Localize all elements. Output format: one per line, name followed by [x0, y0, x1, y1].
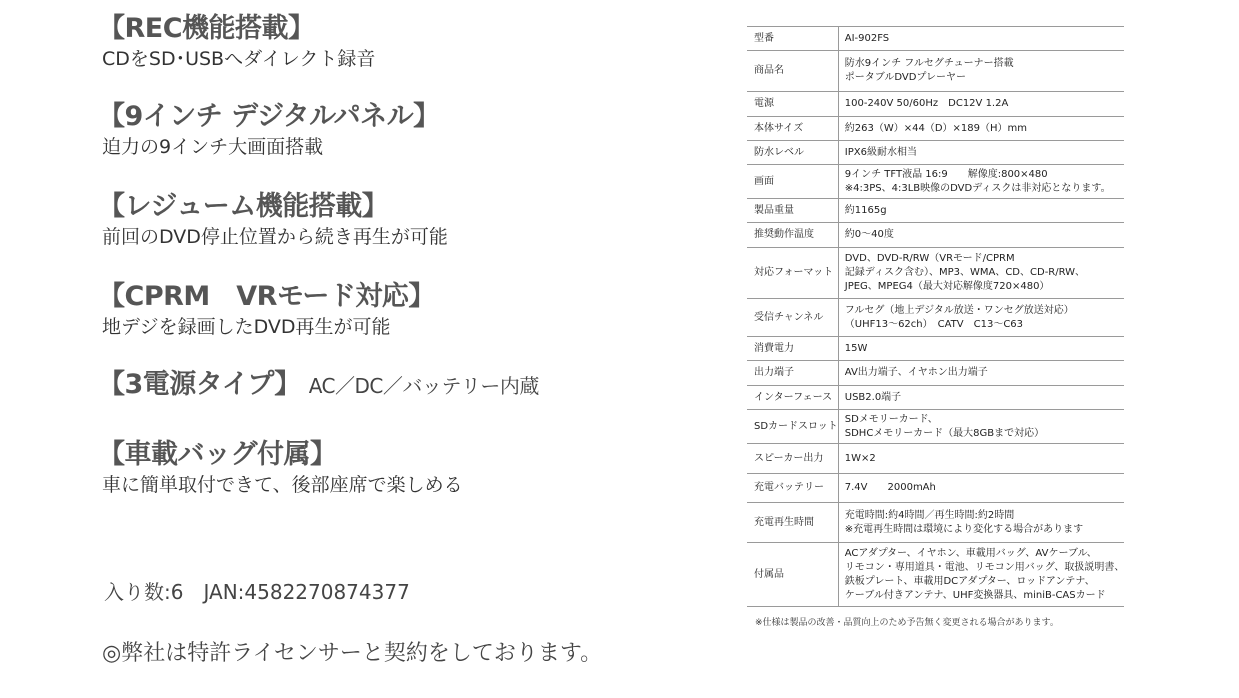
feature-inline-desc: AC／DC／バッテリー内蔵 — [308, 374, 539, 398]
spec-value — [838, 361, 1124, 386]
spec-value-line: 防水9インチ フルセグチューナー搭載 — [844, 58, 1014, 69]
spec-value-line: ACアダプター、イヤホン、車載用バッグ、AVケーブル、 — [844, 547, 1097, 559]
spec-value — [838, 410, 1124, 444]
spec-row — [747, 27, 1124, 51]
spec-value — [838, 27, 1124, 51]
feature-panel — [98, 100, 718, 190]
spec-label: 充電再生時間 — [747, 503, 838, 543]
spec-row — [747, 199, 1124, 223]
spec-value-line: DVD、DVD-R/RW（VRモード/CPRM — [844, 253, 1015, 264]
spec-table-container — [747, 26, 1124, 628]
spec-row — [747, 410, 1124, 444]
spec-value — [838, 503, 1124, 543]
feature-title: 【車載バッグ付属】 — [98, 439, 337, 470]
spec-value — [838, 299, 1124, 337]
spec-row — [747, 51, 1124, 92]
feature-bag — [98, 438, 718, 498]
spec-label: SDカードスロット — [747, 410, 838, 444]
spec-value — [838, 92, 1124, 117]
feature-list — [98, 12, 718, 498]
spec-value-line: 1W×2 — [844, 452, 876, 464]
spec-value — [838, 117, 1124, 141]
spec-label: インターフェース — [747, 386, 838, 410]
spec-value-line: AI-902FS — [844, 32, 890, 44]
feature-title: 【CPRM VRモード対応】 — [98, 281, 435, 312]
spec-label: スピーカー出力 — [747, 444, 838, 474]
spec-label: 対応フォーマット — [747, 248, 838, 299]
spec-row — [747, 141, 1124, 165]
spec-value — [838, 223, 1124, 248]
spec-value-line: USB2.0端子 — [844, 391, 902, 403]
feature-desc: 迫力の9インチ大画面搭載 — [102, 136, 324, 158]
feature-rec — [98, 12, 718, 100]
feature-title-text: 【3電源タイプ】 — [98, 369, 301, 400]
spec-value-line: ※4:3PS、4:3LB映像のDVDディスクは非対応となります。 — [844, 182, 1111, 194]
spec-value-line: SDメモリーカード、 — [844, 413, 938, 425]
spec-table — [747, 26, 1124, 607]
spec-value — [838, 248, 1124, 299]
spec-label: 出力端子 — [747, 361, 838, 386]
spec-row — [747, 503, 1124, 543]
spec-value — [838, 386, 1124, 410]
spec-row — [747, 248, 1124, 299]
spec-row — [747, 92, 1124, 117]
spec-label: 防水レベル — [747, 141, 838, 165]
spec-value-line: ケーブル付きアンテナ、UHF変換器具、miniB-CASカード — [844, 589, 1106, 601]
feature-title: 【9インチ デジタルパネル】 — [98, 101, 440, 132]
spec-label: 受信チャンネル — [747, 299, 838, 337]
spec-value-line: ポータブルDVDプレーヤー — [844, 72, 967, 83]
feature-desc: 車に簡単取付できて、後部座席で楽しめる — [102, 474, 463, 496]
spec-value-line: 約1165g — [844, 204, 887, 216]
feature-resume — [98, 190, 718, 280]
spec-value-line: AV出力端子、イヤホン出力端子 — [844, 367, 988, 378]
spec-row — [747, 444, 1124, 474]
spec-row — [747, 386, 1124, 410]
spec-label: 充電バッテリー — [747, 474, 838, 503]
spec-value — [838, 199, 1124, 223]
spec-value — [838, 141, 1124, 165]
spec-value-line: 約0～40度 — [844, 229, 894, 240]
spec-value — [838, 337, 1124, 361]
feature-title — [98, 368, 718, 403]
spec-value-line: 15W — [844, 342, 868, 354]
spec-row — [747, 223, 1124, 248]
spec-value — [838, 474, 1124, 503]
spec-value — [838, 165, 1124, 199]
spec-value — [838, 444, 1124, 474]
jan-code: 入り数:6 JAN:4582270874377 — [104, 580, 410, 604]
spec-label: 電源 — [747, 92, 838, 117]
spec-note: ※仕様は製品の改善・品質向上のため予告無く変更される場合があります。 — [755, 618, 1059, 628]
spec-value — [838, 51, 1124, 92]
spec-value-line: JPEG、MPEG4（最大対応解像度720×480） — [844, 281, 1050, 292]
spec-label: 消費電力 — [747, 337, 838, 361]
spec-value-line: リモコン・専用道具・電池、リモコン用バッグ、取扱説明書、 — [844, 561, 1125, 573]
spec-label: 推奨動作温度 — [747, 223, 838, 248]
spec-value-line: SDHCメモリーカード（最大8GBまで対応） — [844, 427, 1045, 439]
spec-row — [747, 543, 1124, 607]
feature-power — [98, 368, 718, 438]
feature-title: 【REC機能搭載】 — [98, 13, 315, 44]
spec-row — [747, 117, 1124, 141]
spec-value-line: フルセグ（地上デジタル放送・ワンセグ放送対応） — [844, 304, 1074, 316]
spec-value-line: 鉄板プレート、車載用DCアダプター、ロッドアンテナ、 — [844, 575, 1095, 587]
spec-label: 製品重量 — [747, 199, 838, 223]
spec-label: 本体サイズ — [747, 117, 838, 141]
spec-value-line: （UHF13～62ch） CATV C13～C63 — [844, 318, 1024, 330]
spec-row — [747, 165, 1124, 199]
spec-value-line: 100-240V 50/60Hz DC12V 1.2A — [844, 98, 1009, 109]
spec-value-line: ※充電再生時間は環境により変化する場合があります — [844, 523, 1084, 535]
feature-desc: 地デジを録画したDVD再生が可能 — [102, 316, 391, 338]
feature-cprm — [98, 280, 718, 368]
spec-value-line: 充電時間:約4時間／再生時間:約2時間 — [844, 509, 1015, 521]
spec-label: 商品名 — [747, 51, 838, 92]
spec-label: 型番 — [747, 27, 838, 51]
spec-row — [747, 474, 1124, 503]
spec-value-line: IPX6級耐水相当 — [844, 146, 917, 158]
spec-value-line: 約263（W）×44（D）×189（H）mm — [844, 122, 1027, 134]
spec-row — [747, 361, 1124, 386]
spec-row — [747, 337, 1124, 361]
spec-value-line: 記録ディスク含む）、MP3、WMA、CD、CD-R/RW、 — [844, 267, 1086, 278]
license-notice: ◎弊社は特許ライセンサーと契約をしております。 — [102, 641, 603, 666]
spec-label: 付属品 — [747, 543, 838, 607]
spec-label: 画面 — [747, 165, 838, 199]
spec-value — [838, 543, 1124, 607]
feature-desc: CDをSD･USBへダイレクト録音 — [102, 48, 376, 70]
spec-value-line: 9インチ TFT液晶 16:9 解像度:800×480 — [844, 168, 1048, 180]
spec-value-line: 7.4V 2000mAh — [844, 482, 936, 493]
spec-row — [747, 299, 1124, 337]
feature-desc: 前回のDVD停止位置から続き再生が可能 — [102, 226, 448, 248]
feature-title: 【レジューム機能搭載】 — [98, 191, 389, 222]
